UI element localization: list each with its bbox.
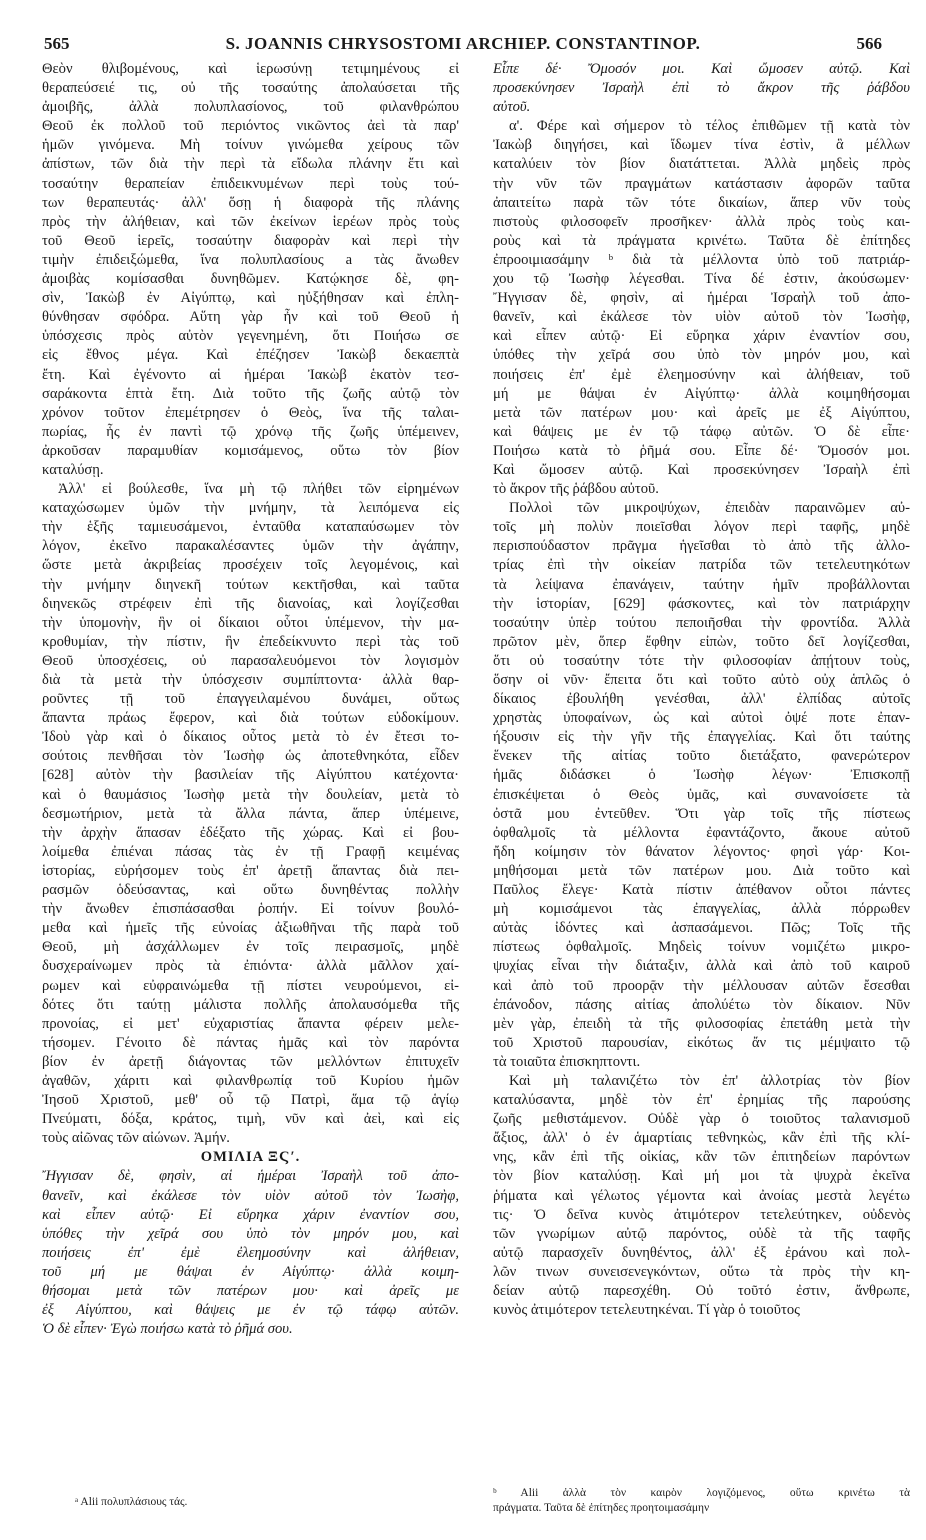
- text-line: λόγον, ἐκεῖνο παρακαλέσαντες ὑμῶν τὴν ἀγάπην,: [42, 538, 459, 555]
- text-line: ὑπόθες τὴν χεῖρά σου ὑπὸ τὸν μηρόν μου, καὶ: [42, 1225, 459, 1242]
- text-line: Εἶπε δέ· Ὄμοσόν μοι. Καὶ ὤμοσεν αὐτῷ. Καὶ: [493, 61, 910, 77]
- text-line: ἐξ Αἰγύπτου, καὶ θάψεις με ἐν τῷ τάφῳ αὐτῶν.: [42, 1302, 459, 1319]
- text-line: δυσχεραίνωμεν πρὸς τὰ ἐπιόντα· ἀλλὰ μᾶλλον χαί-: [42, 958, 459, 975]
- text-line: Θεοῦ ὑποσχέσεις, οὐ παρασαλευόμενοι τὸν λογισμὸν: [42, 652, 459, 669]
- footnote-text: [493, 1486, 910, 1516]
- left-column: [42, 60, 459, 1339]
- text-line: διηνεκῶς στρέφειν ἐπὶ τῆς διανοίας, καὶ λογίζεσθαι: [42, 595, 459, 612]
- text-line: δείαν αὐτῷ παρεσχέθη. Οὐ τοῦτό ἐστιν, ἄνθρωπε,: [493, 1283, 910, 1299]
- text-line: ἕνεκεν τῆς αἰτίας τοῦτο διετάξατο, φανερώτερον: [493, 748, 910, 765]
- text-line: τὴν νῦν τῶν πραγμάτων κατάστασιν ἀφορῶν ταῦτα: [493, 175, 910, 192]
- paragraph: [42, 60, 459, 480]
- text-line: ὀφθαλμοῖς τὰ μέλλοντα ἐφαντάζοντο, ἄκουε αὐτοῦ: [493, 824, 910, 841]
- text-line: τὴν ἀρχὴν ἅπασαν ἐδέξατο τῆς χώρας. Καὶ εἰ βου-: [42, 824, 459, 841]
- text-line: Ὁ δὲ εἶπεν· Ἐγὼ ποιήσω κατὰ τὸ ῥῆμά σου.: [42, 1321, 293, 1338]
- text-line: κυνὸς ἀτιμότερον τετελευτηκέναι. Τί γὰρ ὁ τοιοῦτος: [493, 1302, 800, 1319]
- text-line: μή με θάψαι ἐν Αἰγύπτῳ· ἀλλὰ κοιμηθήσομαι: [493, 385, 910, 402]
- text-line: ὑπόσχεσις πρὸς αὐτὸν γεγενημένη, ὅτι Ποιήσω σε: [42, 328, 459, 345]
- text-line: τοῖς μὴ πολὺν ποιεῖσθαι λόγον περὶ ταφῆς, μηδὲ: [493, 519, 910, 536]
- text-line: ὅτι οὐ τοσαύτην τότε τὴν φιλοσοφίαν ἀπῄτουν τοὺς,: [493, 652, 910, 669]
- text-line: δίκαιος ἐβουλήθη γενέσθαι, ἀλλ' ἐλπίδας αὐτοῖς: [493, 691, 910, 708]
- text-line: πρῶτον μὲν, ὅπερ ἔφθην εἰπὼν, τοῦτο δεῖ λογίζεσθαι,: [493, 633, 910, 650]
- text-line: θανεῖν, καὶ ἐκάλεσε τὸν υἱὸν αὐτοῦ τὸν Ἰωσὴφ,: [493, 309, 910, 326]
- paragraph: [493, 1072, 910, 1320]
- text-line: Καὶ μὴ ταλανιζέτω τὸν ἐπ' ἀλλοτρίας τὸν βίον: [509, 1072, 910, 1089]
- paragraph: [493, 117, 910, 499]
- text-line: περισπούδαστον πρᾶγμα ἡγεῖσθαι τὸ ἀπὸ τῆς ἀλλο-: [493, 538, 910, 555]
- text-line: ἐπροοιμιασάμην ᵇ διὰ τὰ μέλλοντα ὑπὸ τοῦ πατριάρ-: [493, 251, 910, 268]
- text-line: μὴ κομισάμενοι τὰς ἐπαγγελίας, ἀλλὰ πόρρωθεν: [493, 901, 910, 918]
- text-line: [628] αὐτὸν τὴν βασιλείαν τῆς Αἰγύπτου κατέχοντα·: [42, 767, 459, 784]
- text-line: Ἤγγισαν δὲ, φησὶν, αἱ ἡμέραι Ἰσραὴλ τοῦ ἀπο-: [493, 290, 910, 307]
- text-line: Πνεύματι, δόξα, κράτος, τιμὴ, νῦν καὶ ἀεὶ, καὶ εἰς: [42, 1111, 459, 1128]
- text-line: αὐτῷ παρασχεῖν δυνηθέντος, ἀλλ' ἐξ ἐράνου καὶ πολ-: [493, 1244, 910, 1261]
- text-line: χου τῷ Ἰωσὴφ λέγεσθαι. Τίνα δέ ἐστιν, ἀκούσωμεν·: [493, 271, 910, 288]
- text-line: τις· Ὁ δεῖνα κυνὸς ἀτιμότερον τετελεύτηκεν, οὐδενὸς: [493, 1206, 910, 1223]
- text-line: νης, κἂν ἐπὶ τῆς οἰκίας, κἂν τῶν ἐπιτηδείων παρόντων: [493, 1149, 910, 1166]
- text-line: Ποιήσω κατὰ τὸ ῥῆμά σου. Εἶπε δέ· Ὄμοσόν μοι.: [493, 442, 910, 459]
- text-line: σαράκοντα ἑπτὰ ἔτη. Διὰ τοῦτο τῆς ζωῆς αὐτῷ τὸν: [42, 385, 459, 402]
- text-line: τὸ ἄκρον τῆς ῥάβδου αὐτοῦ.: [493, 481, 659, 498]
- text-line: θύνθησαν σφόδρα. Αὕτη γὰρ ἦν καὶ τοῦ Θεοῦ ἡ: [42, 309, 459, 326]
- text-line: τὰ λείψανα ἐπανάγειν, ταύτην ἡμῖν προβάλλονται: [493, 576, 910, 593]
- text-line: τρίας ἐπὶ τὴν οἰκείαν πατρίδα τῶν τετελευτηκότων: [493, 557, 910, 574]
- footnote-b: [493, 1486, 910, 1516]
- text-line: καὶ εἶπεν αὐτῷ· Εἰ εὕρηκα χάριν ἐναντίον σου,: [42, 1206, 459, 1223]
- text-line: ἤδη κοίμησιν τὸν θάνατον λέγοντος· φησὶ γάρ· Κοι-: [493, 843, 910, 860]
- text-line: Ἰακὼβ διηγήσει, καὶ ἴδωμεν τίνα ἐστὶν, ἃ μέλλων: [493, 137, 910, 154]
- text-line: μηθήσομαι μετὰ τῶν πατέρων μου. Διὰ τοῦτο καὶ: [493, 862, 910, 879]
- text-line: καταλύσῃ.: [42, 461, 104, 478]
- text-line: ἡμᾶς διδάσκει ὁ Ἰωσὴφ λέγων· Ἐπισκοπῇ: [493, 767, 910, 784]
- text-line: τὴν ἑξῆς ταμιευσάμενοι, ἐνταῦθα καταπαύσωμεν τὸν: [42, 519, 459, 536]
- text-line: ζωῆς μεθιστάμενον. Οὐδὲ γὰρ ὁ τοιοῦτος ταλανισμοῦ: [493, 1111, 910, 1128]
- text-line: Καὶ ὤμοσεν αὐτῷ. Καὶ προσεκύνησεν Ἰσραὴλ ἐπὶ: [493, 461, 910, 478]
- text-line: τοσαύτην ὑπὲρ τούτου πεποιῆσθαι τὴν φροντίδα. Ἀλλὰ: [493, 614, 910, 631]
- text-line: ροῦντες τῇ τοῦ ἐπαγγειλαμένου δυνάμει, οὕτως: [42, 691, 459, 708]
- text-line: μεθα καὶ ἡμεῖς τῆς εὐνοίας ἀξιωθῆναι τῆς παρὰ τοῦ: [42, 920, 459, 937]
- text-line: καὶ θάψεις με ἐν τῷ τάφῳ αὐτῶν. Ὁ δὲ εἶπε·: [493, 423, 910, 440]
- text-line: λοίμεθα ἐπιέναι πάσας τὰς ἐν τῇ Γραφῇ κειμένας: [42, 843, 459, 860]
- text-line: ῥήματα καὶ γέλωτος γέμοντα καὶ ἀνοίας μεστὰ λεγέτω: [493, 1187, 910, 1204]
- text-line: πρὸς τὴν ἀλήθειαν, καὶ τῶν ἐκείνων ἱερέων πρὸς τοὺς: [42, 213, 459, 230]
- text-line: τοῦ μή με θάψαι ἐν Αἰγύπτῳ· ἀλλὰ κοιμη-: [42, 1263, 459, 1280]
- text-line: εἰς ἔθνος μέγα. Καὶ ἐπέζησεν Ἰακὼβ δεκαεπτὰ: [42, 347, 459, 364]
- text-line: πιστοὺς φιλοσοφεῖν προσῆκεν· ἀλλὰ πρὸς τοὺς και-: [493, 213, 910, 230]
- text-line: πωρίας, ἧς ἐν παντὶ τῷ χρόνῳ τῆς ζωῆς ὑπέμεινεν,: [42, 423, 459, 440]
- paragraph: [42, 480, 459, 1148]
- scripture-quote: [493, 60, 910, 117]
- text-line: ἀπίστων, τῶν διὰ τὴν περὶ τὰ εἴδωλα πλάνην ἔτι καὶ: [42, 156, 459, 173]
- text-line: προνοίας, εἰ μετ' εὐχαριστίας ἅπαντα φέρειν μελε-: [42, 1015, 459, 1032]
- text-line: καταχώσωμεν ὑμῶν τὴν μνήμην, τὰ λειπόμενα εἰς: [42, 500, 459, 517]
- text-line: ἀρκοῦσαν παραμυθίαν κομισάμενος, οὕτω τὸν βίον: [42, 442, 459, 459]
- page-number-right: 566: [856, 34, 882, 53]
- text-line: πράγματα. Ταῦτα δὲ ἐπίτηδες προητοιμασάμην: [493, 1502, 710, 1514]
- text-line: δεσμωτήριον, μετὰ τὰ ἄλλα πάντα, ἅπερ ὑπέμεινε,: [42, 805, 459, 822]
- text-line: βίον ἐν ἀρετῇ διάγοντας τῶν μελλόντων ἐπιτυχεῖν: [42, 1053, 459, 1070]
- text-line: λῶν τινων συνεισενεγκόντων, οὕτω τὰ πρὸς τὴν κη-: [493, 1263, 910, 1280]
- text-line: των θεραπευτάς· ἀλλ' ὅσῃ ἡ διαφορὰ τῆς πλάνης: [42, 194, 459, 211]
- footnote-a: ᵃ Alii πολυπλάσιους τάς.: [75, 1496, 188, 1508]
- paragraph: [493, 499, 910, 1072]
- text-line: Ἀλλ' εἰ βούλεσθε, ἵνα μὴ τῷ πλήθει τῶν εἰρημένων: [58, 481, 459, 498]
- text-line: θεραπεύσειέ τις, οὐ τῆς τοσαύτης ἀπολαύσεται τῆς: [42, 80, 459, 97]
- text-line: ποιήσεις ἐπ' ἐμὲ ἐλεημοσύνην καὶ ἀλήθειαν,: [42, 1244, 459, 1261]
- text-line: ἀπαιτείτω παρὰ τῶν τότε δικαίων, ἅπερ νῦν τοὺς: [493, 194, 910, 211]
- text-line: σούτοις πενθῆσαι τὸν Ἰωσὴφ ὡς ἀποτεθνηκότα, εἶδεν: [42, 748, 459, 765]
- text-line: ἀμοιβὰς κομίσασθαι δυνηθῶμεν. Κατῴκησε δὲ, φη-: [42, 271, 459, 288]
- text-line: καταλύειν τὸν βίον διατάττεται. Ἀλλὰ μηδεὶς πρὸς: [493, 156, 910, 173]
- text-line: τὴν ὑπομονὴν, ἣν οἱ δίκαιοι οὗτοι ὑπέμενον, τὴν μα-: [42, 614, 459, 631]
- homily-heading: ΟΜΙΛΙΑ ΞϚʹ.: [200, 1149, 301, 1166]
- text-line: α'. Φέρε καὶ σήμερον τὸ τέλος ἐπιθῶμεν τῇ κατὰ τὸν: [509, 118, 910, 135]
- text-line: ὑπόθες τὴν χεῖρά σου ὑπὸ τὸν μηρόν μου, καὶ: [493, 347, 910, 364]
- text-line: μὲν γὰρ, ἐπειδὴ τὰ τῆς φιλοσοφίας ἐπετάθη μετὰ τὴν: [493, 1015, 910, 1032]
- text-line: αὐτοῦ.: [493, 99, 531, 116]
- text-line: τὴν ἱστορίαν, [629] φάσκοντες, καὶ τὸν πατριάρχην: [493, 595, 910, 612]
- text-line: ρωμεν καὶ εὐφραινώμεθα τῇ πίστει νευρούμενοι, εἰ-: [42, 977, 459, 994]
- text-line: διὰ τὰ μετὰ τὴν ὑπόσχεσιν συμπίπτοντα· ἀλλὰ θαρ-: [42, 672, 459, 688]
- text-line: Θεὸν θλιβομένους, καὶ ἱερωσύνῃ τετιμημένους εἰ: [42, 61, 459, 77]
- text-line: Πολλοὶ τῶν μικροψύχων, ἐπειδὰν παραινῶμεν αὐ-: [509, 500, 910, 517]
- text-line: ἀμοιβῆς, ἀλλὰ πολυπλασίονος, τοῦ φιλανθρώπου: [42, 99, 459, 116]
- text-line: ψυχίας εἶναι τὴν διάταξιν, ἀλλὰ καὶ ἀπὸ τοῦ καιροῦ: [493, 958, 910, 975]
- text-line: ὅσην οἱ νῦν· ἔπειτα ὅτι καὶ τοῦτο αὐτὸ οὐχ ἁπλῶς ὁ: [493, 672, 910, 688]
- text-line: Παῦλος ἔλεγε· Κατὰ πίστιν ἀπέθανον οὗτοι πάντες: [493, 882, 910, 899]
- text-line: τὸν βίον καταλύσῃ. Καὶ μή μοι τὰ ψυχρὰ ἐκεῖνα: [493, 1168, 910, 1185]
- text-line: δότες ὅτι ταύτῃ μάλιστα πολλῆς ἀπολαυσόμεθα τῆς: [42, 996, 459, 1013]
- text-line: Ἤγγισαν δὲ, φησὶν, αἱ ἡμέραι Ἰσραὴλ τοῦ ἀπο-: [42, 1168, 459, 1185]
- text-line: σὶν, Ἰακὼβ ἐν Αἰγύπτῳ, καὶ ηὐξήθησαν καὶ ἐπλη-: [42, 290, 459, 307]
- text-line: καταλύσαντα, μηδὲ τὸν ἐπ' ἐρημίας τῆς παρούσης: [493, 1092, 910, 1109]
- text-line: καὶ ὁ θαυμάσιος Ἰωσὴφ μετὰ τὴν δουλείαν, μετὰ τὸ: [42, 786, 459, 803]
- text-line: ήξουσιν εἰς τὴν γῆν τῆς ἐπαγγελίας. Καὶ ὅτι ταύτης: [493, 729, 910, 746]
- text-line: ἀγαθῶν, χάριτι καὶ φιλανθρωπίᾳ τοῦ Κυρίου ἡμῶν: [42, 1072, 459, 1089]
- text-line: τὰ τοιαῦτα ἐπισκηπτοντι.: [493, 1053, 641, 1070]
- text-line: Θεοῦ, μὴ ἀσχάλλωμεν ἐν τοῖς πειρασμοῖς, μηδὲ: [42, 939, 459, 956]
- text-line: τιμὴν ἐπιδειξώμεθα, ἵνα πολυπλασίους a τὰς ἄνωθεν: [42, 251, 459, 268]
- text-line: ἱστορίας, εὑρήσομεν τοὺς ἐπ' ἀρετῇ ἅπαντας διὰ πει-: [42, 862, 459, 879]
- text-line: τοῦ Θεοῦ ἱερεῖς, τοσαύτην διαφορὰν καὶ περὶ τὴν: [42, 232, 459, 249]
- text-line: Ἰησοῦ Χριστοῦ, μεθ' οὗ τῷ Πατρὶ, ἅμα τῷ ἁγίῳ: [42, 1092, 459, 1109]
- text-line: ᵇ Alii ἀλλὰ τὸν καιρὸν λογιζόμενος, οὕτω κρινέτω τὰ: [493, 1487, 910, 1499]
- text-line: τοὺς αἰῶνας τῶν αἰώνων. Ἀμήν.: [42, 1130, 230, 1147]
- text-line: καὶ εἶπεν αὐτῷ· Εἰ εὕρηκα χάριν ἐναντίον σου,: [493, 328, 910, 345]
- text-line: ποιήσεις ἐπ' ἐμὲ ἐλεημοσύνην καὶ ἀλήθειαν, τοῦ: [493, 366, 910, 383]
- text-line: χρόνον τοῦτον ἐπεμέτρησεν ὁ Θεὸς, ἵνα τῆς ταλαι-: [42, 404, 459, 421]
- text-line: θήσομαι μετὰ τῶν πατέρων μου· καὶ ἀρεῖς με: [42, 1283, 459, 1299]
- running-header: [44, 34, 882, 54]
- text-line: ἡμῶν γινόμενα. Μὴ τοίνυν γινώμεθα χείρους τῶν: [42, 137, 459, 154]
- text-line: ὀστᾶ μου ἐντεῦθεν. Ὅτι γὰρ τοῖς τῆς πίστεως: [493, 805, 910, 822]
- text-line: ἔτη. Καὶ ἐγένοντο αἱ ἡμέραι Ἰακὼβ ἑκατὸν τεσ-: [42, 366, 459, 383]
- text-line: Θεοῦ ἐκ πολλοῦ τοῦ περιόντος νικῶντος ἀεὶ τὰ παρ': [42, 118, 459, 135]
- text-line: τῶν γνωρίμων αὐτῷ παρόντος, οὐδὲ τὰ τῆς ταφῆς: [493, 1225, 910, 1242]
- text-line: ἐπισκέψεται ὁ Θεὸς ὑμᾶς, καὶ συνανοίσετε τὰ: [493, 786, 910, 803]
- scripture-quote: [42, 1167, 459, 1339]
- text-line: ἐπάνοδον, πάσης αἰτίας ἀπολύέτω τὸν δίκαιον. Νῦν: [493, 996, 910, 1013]
- text-line: χρηστὰς ὑποφαίνων, ὡς καὶ αὐτοὶ ὀψέ ποτε ἐπαν-: [493, 710, 910, 727]
- running-title: S. JOANNIS CHRYSOSTOMI ARCHIEP. CONSTANTINOP.: [225, 34, 701, 53]
- text-line: αὐτὰς ἰδόντες καὶ ἀσπασάμενοι. Πῶς; Τοῖς τῆς: [493, 920, 910, 937]
- text-line: καὶ ἀπὸ τοῦ προορᾷν τὴν μέλλουσαν αὐτῶν ἔσεσθαι: [493, 977, 910, 994]
- text-line: ἄξιος, ἀλλ' ὁ ἐν ἁμαρτίαις τεθνηκὼς, κἂν ἐπὶ τῆς κλί-: [493, 1130, 910, 1147]
- text-line: τήσομεν. Γένοιτο δὲ πάντας ἡμᾶς καὶ τὸν παρόντα: [42, 1034, 459, 1051]
- text-line: ὥστε μετὰ ἀκριβείας προσέχειν τοῖς λεγομένοις, καὶ: [42, 557, 459, 574]
- text-line: ἅπαντα πράως ἔφερον, καὶ διὰ τούτων εὐδοκίμουν.: [42, 710, 459, 727]
- text-line: προσεκύνησεν Ἰσραὴλ ἐπὶ τὸ ἄκρον τῆς ῥάβδου: [493, 80, 910, 97]
- right-column: [493, 60, 910, 1320]
- text-line: Ἰδοὺ γὰρ καὶ ὁ δίκαιος οὗτος μετὰ τὸ ἐν ἔτεσι το-: [42, 729, 459, 746]
- text-line: κροθυμίαν, τὴν πίστιν, ἣν ἐπεδείκνυντο περὶ τὰς τοῦ: [42, 633, 459, 650]
- text-line: τὴν μνήμην διηνεκῆ τούτων κεκτῆσθαι, καὶ ταῦτα: [42, 576, 459, 593]
- text-line: θανεῖν, καὶ ἐκάλεσε τὸν υἱὸν αὐτοῦ τὸν Ἰωσὴφ,: [42, 1187, 459, 1204]
- text-line: τοῦ Χριστοῦ παρουσίαν, εἰκότως ἄν τις μέμψαιτο τῷ: [493, 1034, 910, 1051]
- page-number-left: 565: [44, 34, 70, 53]
- text-line: μετὰ τῶν πατέρων μου· καὶ ἀρεῖς με ἐξ Αἰγύπτου,: [493, 404, 910, 421]
- text-line: τοσαύτην θεραπείαν ἐπιδεικνυμένων περὶ τοὺς τού-: [42, 175, 459, 192]
- text-line: ροὺς καὶ τὰ πράγματα κρινέτω. Ταῦτα δὲ ἐπίτηδες: [493, 232, 910, 249]
- text-line: ρασμῶν ὁδεύσαντας, καὶ οὕτω δυνηθέντας πολλὴν: [42, 882, 459, 899]
- text-line: πίστεως ὀφθαλμοῖς. Μηδεὶς τοίνυν νομιζέτω μικρο-: [493, 939, 910, 956]
- text-line: τὴν ἄνωθεν ἐπισπάσασθαι ῥοπήν. Εἰ τοίνυν βουλό-: [42, 901, 459, 918]
